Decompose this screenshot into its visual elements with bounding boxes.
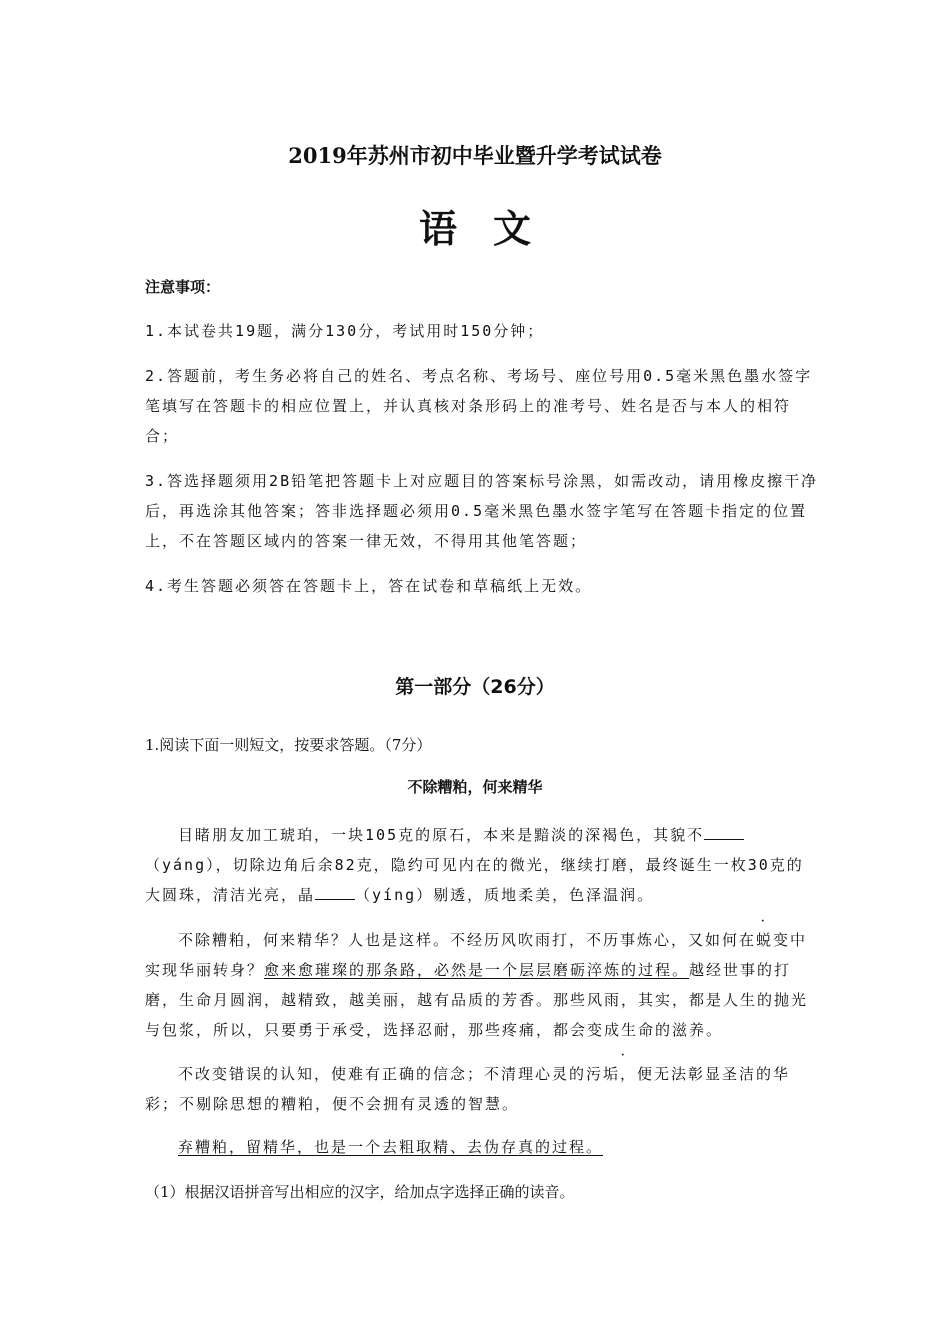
notice-item-3-line-2: 后，再选涂其他答案；答非选择题必须用0.5毫米黑色墨水签字笔写在答题卡指定的位置 <box>145 502 808 520</box>
article-p2-line-1: 不除糟粕，何来精华？人也是这样。不经历风吹雨打，不历事炼心，又如何在蜕变中 <box>178 931 808 949</box>
article-text: 目睹朋友加工琥珀，一块105克的原石，本来是黯淡的深褐色，其貌不 <box>178 826 705 844</box>
emphasis-dot: · <box>761 916 765 927</box>
article-text: 剔透，质地柔美，色泽温润。 <box>433 886 655 904</box>
subject-title: 语文 <box>418 206 567 251</box>
notice-item-3-line-3: 上，不在答题区域内的答案一律无效，不得用其他笔答题； <box>145 532 588 550</box>
article-text: 实现华丽转身？ <box>145 961 265 979</box>
underlined-sentence: 愈来愈璀璨的那条路，必然是一个层层磨砺淬炼的过程。 <box>264 961 690 979</box>
notice-item-2-line-3: 合； <box>145 427 180 445</box>
article-p4-underlined: 弃糟粕，留精华，也是一个去粗取精、去伪存真的过程。 <box>178 1138 604 1156</box>
pinyin-hint: （yáng） <box>145 856 216 874</box>
article-p1-line-2 <box>145 854 804 875</box>
notice-item-2-line-2: 笔填写在答题卡的相应位置上，并认真核对条形码上的准考号、姓名是否与本人的相符 <box>145 397 792 415</box>
article-p1-line-3 <box>145 884 654 905</box>
sub-question-1: （1）根据汉语拼音写出相应的汉字，给加点字选择正确的读音。 <box>145 1183 575 1201</box>
section-title: 第一部分（26分） <box>395 676 555 698</box>
article-text: 大圆珠，清洁光亮，晶 <box>145 886 316 904</box>
fill-blank <box>704 825 744 840</box>
article-p3-line-1: 不改变错误的认知，使难有正确的信念；不清理心灵的污垢，便无法彰显圣洁的华 <box>178 1065 791 1083</box>
article-p2-line-2 <box>145 959 791 980</box>
article-p3-line-2: 彩；不剔除思想的糟粕，便不会拥有灵透的智慧。 <box>145 1095 520 1113</box>
exam-title: 2019年苏州市初中毕业暨升学考试试卷 <box>288 143 662 168</box>
article-p1-line-1 <box>178 824 744 845</box>
article-text: ，切除边角后余82克，隐约可见内在的微光，继续打磨，最终诞生一枚30克的 <box>215 856 804 874</box>
question-1-prompt: 1.阅读下面一则短文，按要求答题。（7分） <box>145 736 432 754</box>
emphasis-dot: · <box>621 1050 625 1061</box>
article-text: 越经世事的打 <box>689 961 792 979</box>
notice-item-4: 4.考生答题必须答在答题卡上，答在试卷和草稿纸上无效。 <box>145 577 593 595</box>
notice-item-2-line-1: 2.答题前，考生务必将自己的姓名、考点名称、考场号、座位号用0.5毫米黑色墨水签字 <box>145 367 813 385</box>
article-title: 不除糟粕，何来精华 <box>407 778 543 796</box>
article-p2-line-4: 与包浆，所以，只要勇于承受，选择忍耐，那些疼痛，都会变成生命的滋养。 <box>145 1021 724 1039</box>
pinyin-hint: （yíng） <box>355 886 434 904</box>
notice-item-1: 1.本试卷共19题，满分130分，考试用时150分钟； <box>145 322 545 340</box>
notice-item-3-line-1: 3.答选择题须用2B铅笔把答题卡上对应题目的答案标号涂黑，如需改动，请用橡皮擦干净 <box>145 472 819 490</box>
notice-heading: 注意事项： <box>145 278 221 296</box>
fill-blank <box>315 885 355 900</box>
article-p2-line-3: 磨，生命月圆润，越精致，越美丽，越有品质的芳香。那些风雨，其实，都是人生的抛光 <box>145 991 809 1009</box>
